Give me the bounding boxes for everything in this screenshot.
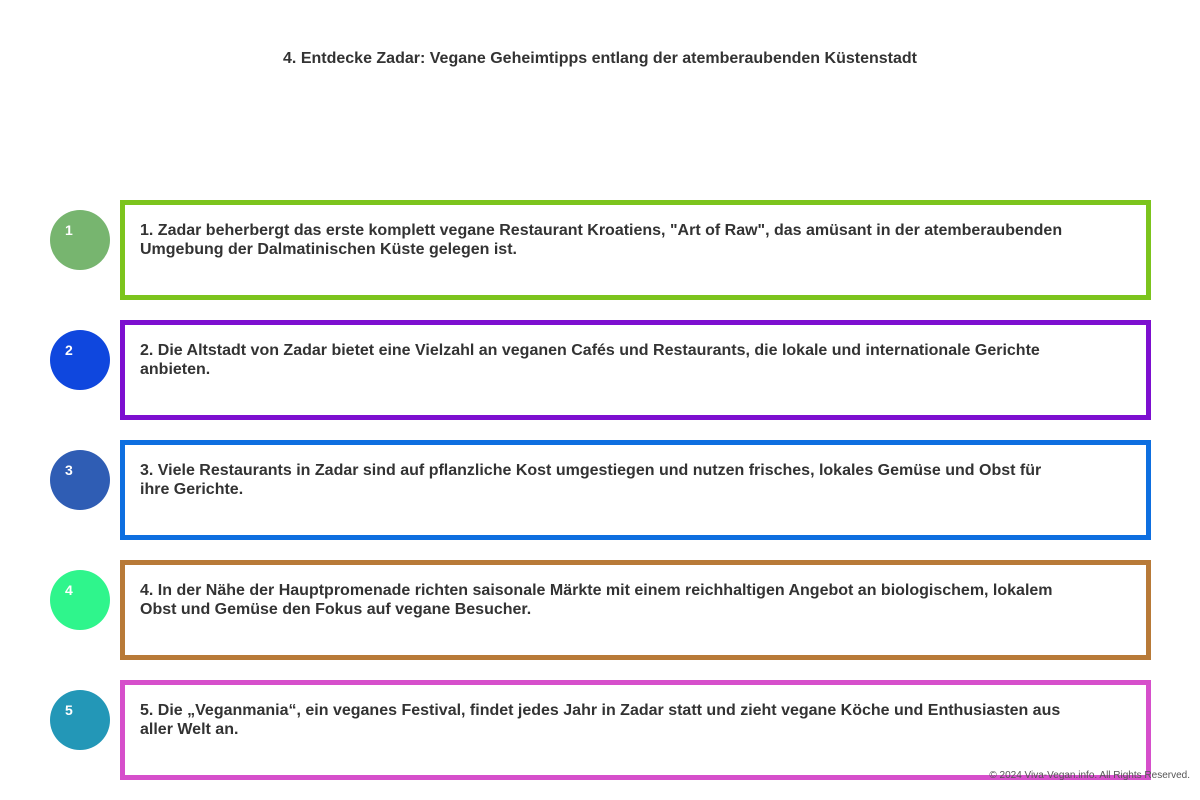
- fact-box: [120, 200, 1151, 300]
- fact-text: 4. In der Nähe der Hauptpromenade richten saisonale Märkte mit einem reichhaltigen Angebot an biologischem, lokalem Obst und Gemüse den Fokus auf vegane Besucher.: [140, 582, 1053, 618]
- fact-text: 5. Die „Veganmania“, ein veganes Festival, findet jedes Jahr in Zadar statt und zieht vegane Köche und Enthusiasten aus aller Welt an.: [140, 702, 1061, 738]
- fact-item-3: [0, 440, 1200, 540]
- fact-text: 3. Viele Restaurants in Zadar sind auf pflanzliche Kost umgestiegen und nutzen frisches, lokales Gemüse und Obst für ihre Gerichte.: [140, 462, 1042, 498]
- number-badge: 1: [50, 210, 110, 270]
- fact-item-2: [0, 320, 1200, 420]
- number-badge: 5: [50, 690, 110, 750]
- number-badge: 4: [50, 570, 110, 630]
- copyright-footer: © 2024 Viva-Vegan.info. All Rights Reserved.: [989, 770, 1190, 781]
- fact-box: [120, 440, 1151, 540]
- fact-box: [120, 320, 1151, 420]
- page-title: 4. Entdecke Zadar: Vegane Geheimtipps entlang der atemberaubenden Küstenstadt: [283, 50, 917, 67]
- number-badge: 2: [50, 330, 110, 390]
- fact-item-5: [0, 680, 1200, 780]
- fact-item-1: [0, 200, 1200, 300]
- fact-box: [120, 680, 1151, 780]
- number-badge: 3: [50, 450, 110, 510]
- fact-text: 1. Zadar beherbergt das erste komplett vegane Restaurant Kroatiens, "Art of Raw", das amüsant in der atemberaubenden Umgebung der Dalmatinischen Küste gelegen ist.: [140, 222, 1063, 258]
- fact-text: 2. Die Altstadt von Zadar bietet eine Vielzahl an veganen Cafés und Restaurants, die lokale und internationale Gerichte anbieten.: [140, 342, 1040, 378]
- fact-item-4: [0, 560, 1200, 660]
- fact-box: [120, 560, 1151, 660]
